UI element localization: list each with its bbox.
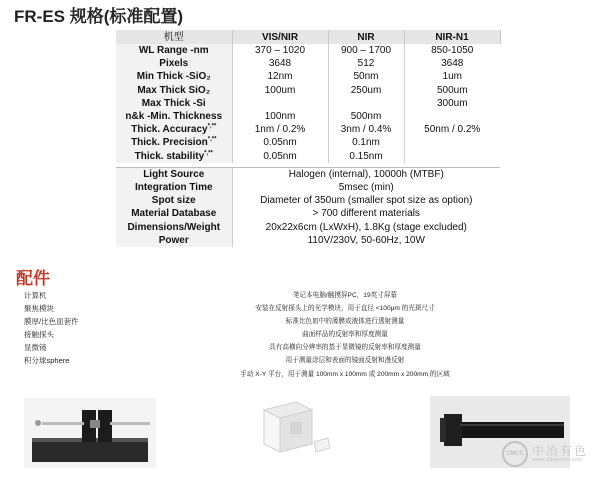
spec-value: 850-1050 — [404, 44, 500, 57]
common-label: Light Source — [116, 167, 232, 181]
accessory-description: 安装在反射探头上的光学模块，用于直径 <100μm 的光斑尺寸 — [255, 305, 435, 313]
accessory-item: 显微镜 — [24, 343, 47, 352]
spec-value: 12nm — [232, 70, 328, 83]
accessory-item: 计算机 — [24, 291, 47, 300]
common-row — [116, 181, 500, 194]
footnote-mark: *,** — [204, 150, 213, 157]
header-vis-nir: VIS/NIR — [232, 30, 328, 44]
spec-row — [116, 44, 500, 57]
spec-value — [404, 136, 500, 149]
photo-contact-probe — [24, 398, 156, 468]
accessory-description: 曲面样品的反射率和厚度测量 — [302, 331, 388, 339]
spec-row — [116, 110, 500, 123]
spec-label: Max Thick -Si — [116, 97, 232, 110]
common-value: 110V/230V, 50-60Hz, 10W — [232, 234, 500, 247]
common-value: Halogen (internal), 10000h (MTBF) — [232, 167, 500, 181]
spec-value — [328, 97, 404, 110]
spec-row — [116, 136, 500, 149]
common-label: Power — [116, 234, 232, 247]
common-value: > 700 different materials — [232, 207, 500, 220]
spec-value: 3nm / 0.4% — [328, 123, 404, 136]
watermark-logo: CMCC — [502, 441, 528, 467]
common-row — [116, 194, 500, 207]
spec-value: 1nm / 0.2% — [232, 123, 328, 136]
common-label: Material Database — [116, 207, 232, 220]
spec-row — [116, 84, 500, 97]
page-title: FR-ES 规格(标准配置) — [14, 7, 184, 26]
spec-value: 50nm / 0.2% — [404, 123, 500, 136]
spec-row — [116, 97, 500, 110]
watermark-url: www.china-mcc.com — [531, 456, 583, 463]
spec-row — [116, 150, 500, 163]
spec-value: 3648 — [232, 57, 328, 70]
common-value: Diameter of 350um (smaller spot size as option) — [232, 194, 500, 207]
watermark-name: 中冶有色 — [531, 443, 588, 458]
spec-label: Min Thick -SiO₂ — [116, 70, 232, 83]
spec-label: n&k -Min. Thickness — [116, 110, 232, 123]
spec-header-row — [116, 30, 500, 44]
spec-value: 0.1nm — [328, 136, 404, 149]
footnote-mark: *,** — [207, 137, 217, 144]
spec-row — [116, 123, 500, 136]
spec-value: 500um — [404, 84, 500, 97]
accessory-description: 笔记本电脑/触摸屏PC，19英寸屏幕 — [292, 292, 398, 299]
spec-label: Thick. Accuracy*,** — [116, 123, 232, 136]
spec-value: 370 – 1020 — [232, 44, 328, 57]
spec-value: 100um — [232, 84, 328, 97]
spec-label: Thick. Precision*,** — [116, 136, 232, 149]
common-label: Spot size — [116, 194, 232, 207]
spec-value: 1um — [404, 70, 500, 83]
spec-value — [404, 150, 500, 163]
spec-value: 0.05nm — [232, 136, 328, 149]
spec-label: Max Thick SiO₂ — [116, 84, 232, 97]
spec-value — [404, 110, 500, 123]
spec-value: 500nm — [328, 110, 404, 123]
footnote-mark: *,** — [207, 123, 217, 130]
spec-row — [116, 70, 500, 83]
header-nir: NIR — [328, 30, 404, 44]
common-row — [116, 234, 500, 247]
header-model: 机型 — [116, 30, 232, 44]
spec-label: WL Range -nm — [116, 44, 232, 57]
spec-value: 512 — [328, 57, 404, 70]
spec-value: 100nm — [232, 110, 328, 123]
photo-cuvette-holder — [250, 396, 334, 460]
spec-label: Thick. stability*,** — [116, 150, 232, 163]
common-value: 5msec (min) — [232, 181, 500, 194]
accessory-item: 膜厚/比色皿套件 — [24, 317, 79, 326]
spec-value — [232, 97, 328, 110]
accessory-item: 接触探头 — [24, 330, 54, 339]
spec-value: 900 – 1700 — [328, 44, 404, 57]
spec-value: 0.15nm — [328, 150, 404, 163]
spec-value: 0.05nm — [232, 150, 328, 163]
spec-row — [116, 57, 500, 70]
accessory-item: 聚焦模块 — [24, 304, 54, 313]
common-row — [116, 207, 500, 220]
spec-value: 250um — [328, 84, 404, 97]
accessory-list — [24, 289, 79, 367]
common-row — [116, 220, 500, 233]
common-row — [116, 167, 500, 181]
accessory-description: 标准比色皿中的薄膜或液体进行透射测量 — [285, 318, 405, 326]
spec-table — [116, 30, 501, 247]
accessories-title: 配件 — [16, 269, 50, 288]
watermark — [502, 441, 588, 467]
spec-value: 3648 — [404, 57, 500, 70]
accessory-item: 积分球sphere — [24, 356, 70, 365]
header-nir-n1: NIR-N1 — [404, 30, 500, 44]
common-value: 20x22x6cm (LxWxH), 1.8Kg (stage excluded) — [232, 220, 500, 233]
accessory-description: 用于测量涂层和表面的镜面反射和漫反射 — [285, 357, 405, 365]
spec-label: Pixels — [116, 57, 232, 70]
accessory-description: 具有高横向分辨率的基于显微镜的反射率和厚度测量 — [269, 344, 421, 352]
spec-value: 50nm — [328, 70, 404, 83]
accessory-description: 手动 X-Y 平台，用于测量 100mm x 100mm 或 200mm x 200mm 的区域 — [240, 370, 450, 378]
common-label: Dimensions/Weight — [116, 220, 232, 233]
spec-value: 300um — [404, 97, 500, 110]
common-label: Integration Time — [116, 181, 232, 194]
accessory-descriptions — [220, 289, 470, 381]
